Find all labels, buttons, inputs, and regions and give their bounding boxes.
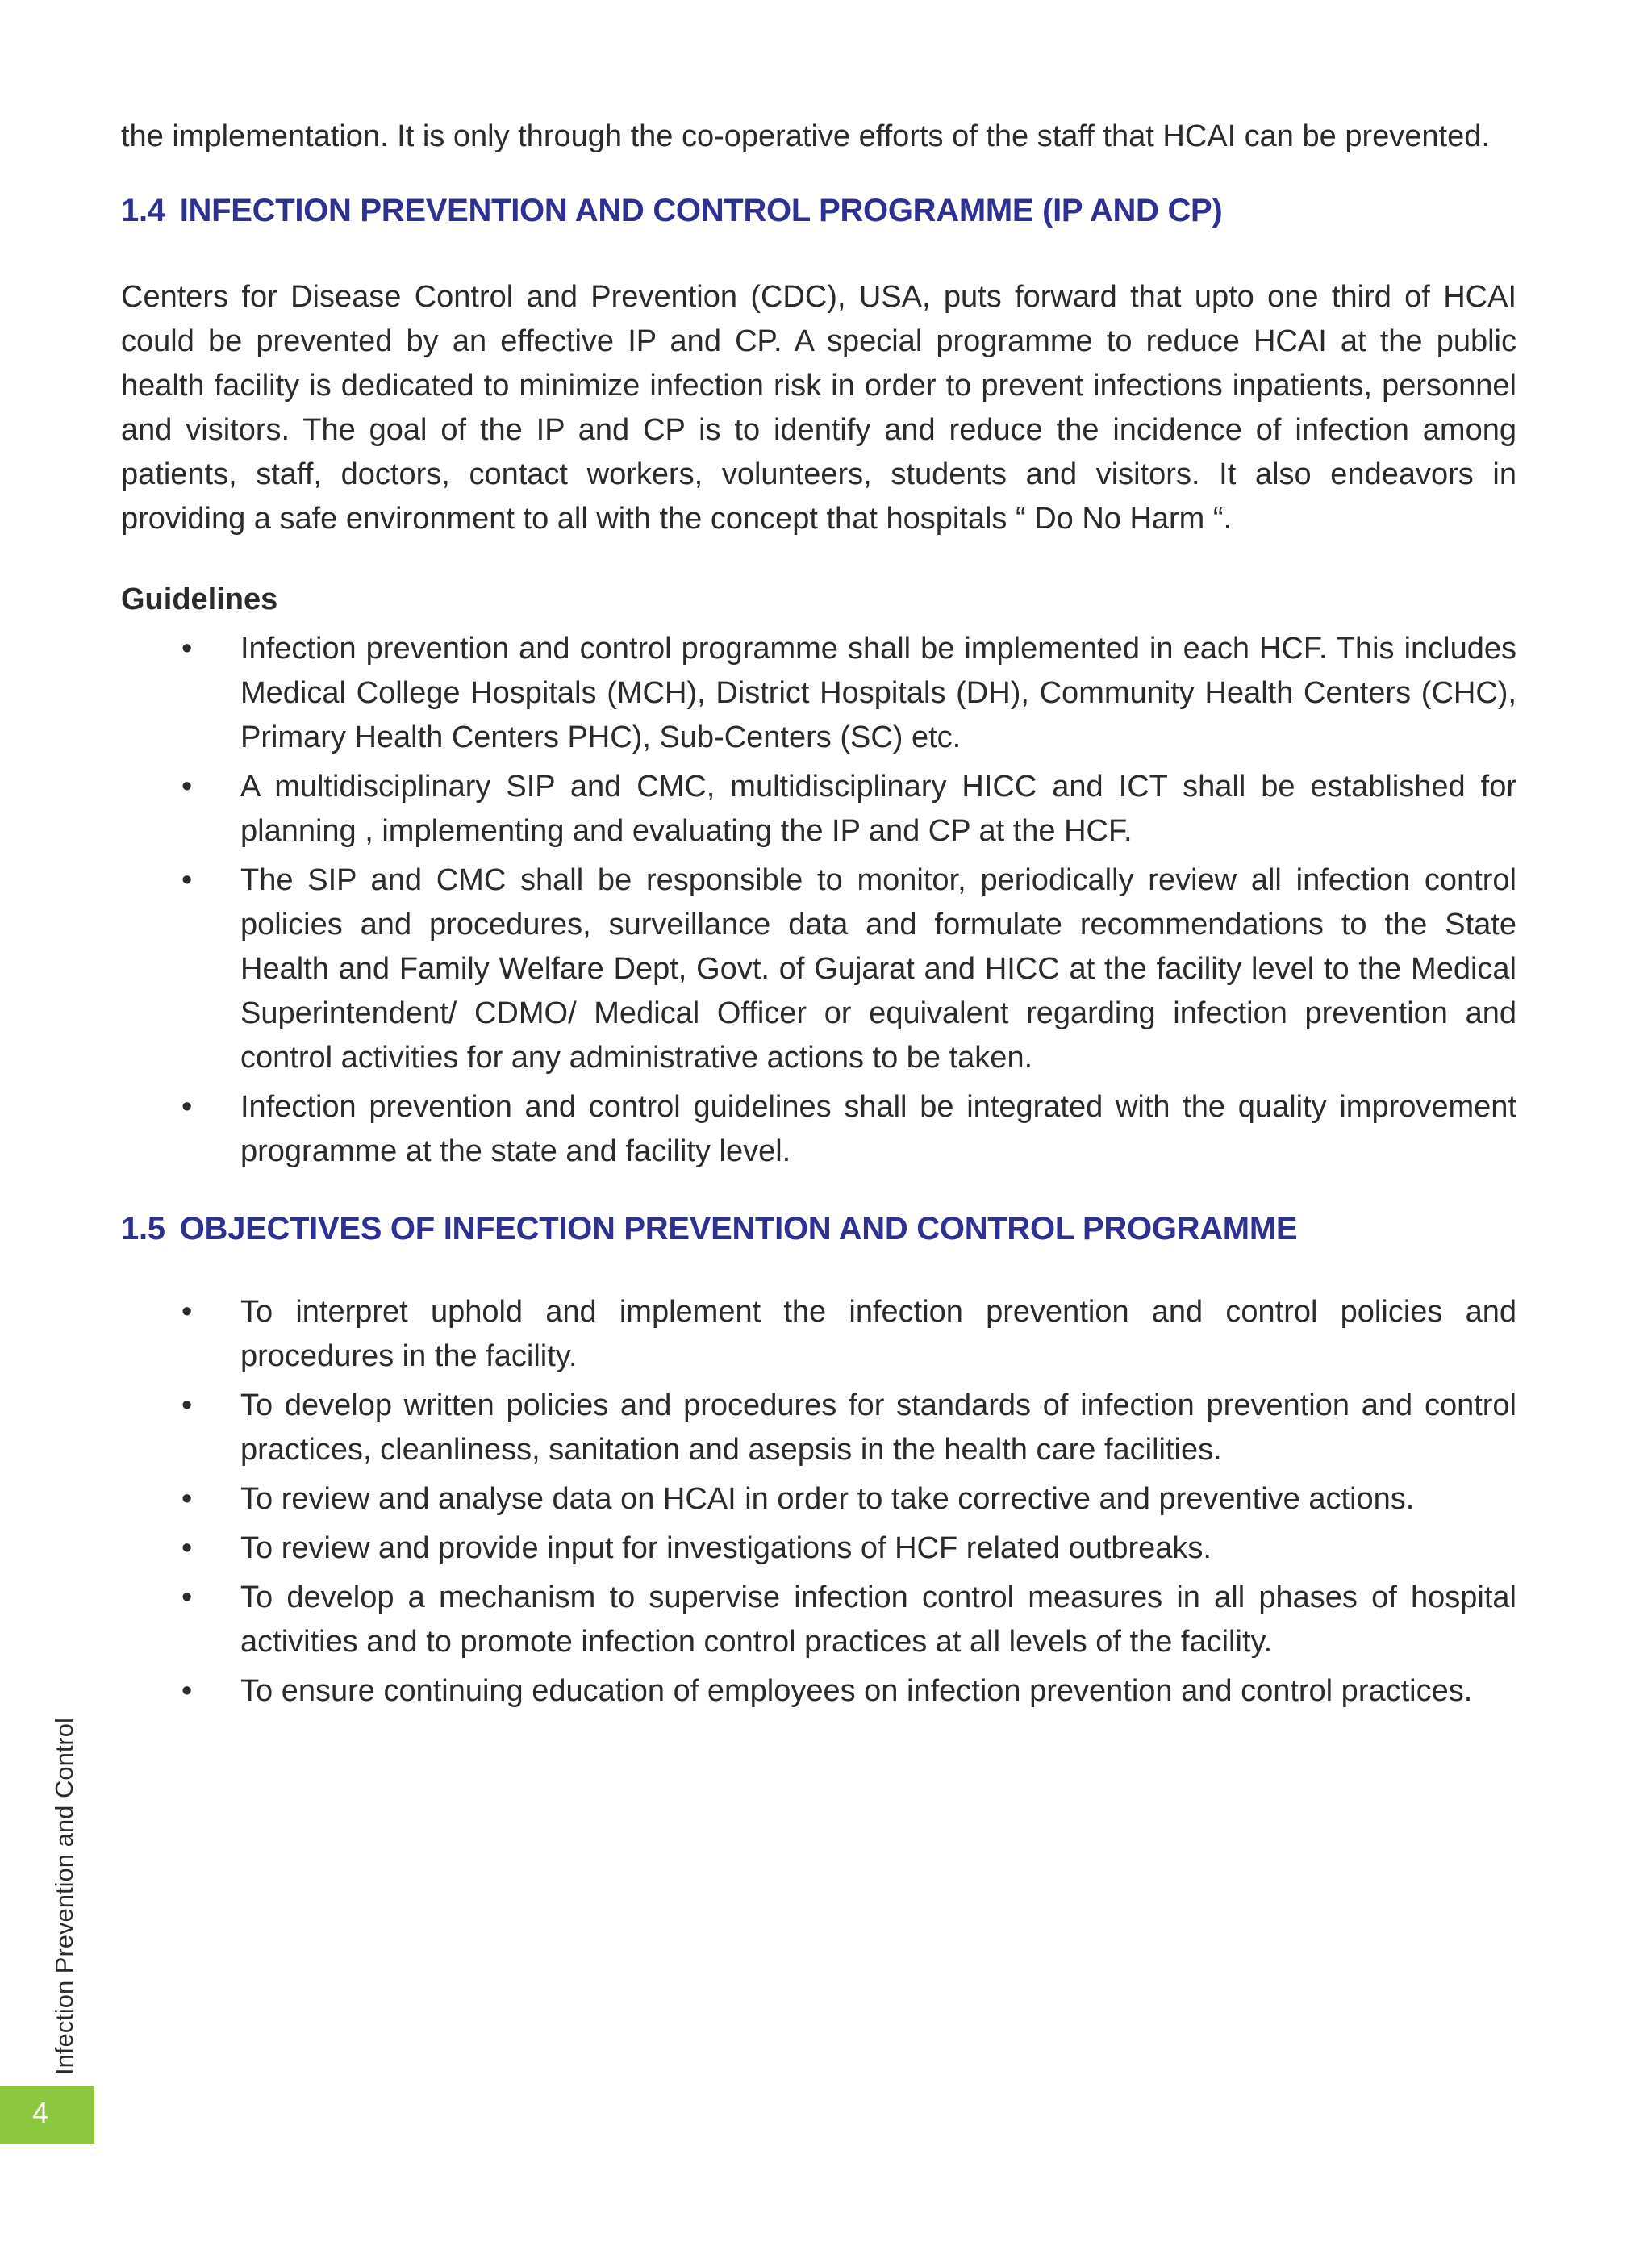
objectives-list xyxy=(121,1290,1516,1714)
section-1-4-paragraph: Centers for Disease Control and Prevention (CDC), USA, puts forward that upto one third of HCAI could be prevented by an effective IP and CP. A special programme to reduce HCAI at the public health facility is dedicated to minimize infection risk in order to prevent infections inpatients, personnel and visitors. The goal of the IP and CP is to identify and reduce the incidence of infection among patients, staff, doctors, contact workers, volunteers, students and visitors. It also endeavors in providing a safe environment to all with the concept that hospitals “ Do No Harm “. xyxy=(121,280,1516,536)
list-item xyxy=(121,1477,1516,1522)
list-item-text: Infection prevention and control programme shall be implemented in each HCF. This includes Medical College Hospitals (MCH), District Hospitals (DH), Community Health Centers (CHC), Primary Health Centers PHC), Sub-Centers (SC) etc. xyxy=(240,632,1516,754)
section-1-4-title: INFECTION PREVENTION AND CONTROL PROGRAMME (IP AND CP) xyxy=(179,193,1223,228)
section-1-4-heading xyxy=(121,188,1516,233)
list-item xyxy=(121,765,1516,854)
bullet-icon: • xyxy=(181,1090,193,1124)
bullet-icon: • xyxy=(181,1295,193,1329)
list-item-text: A multidisciplinary SIP and CMC, multidisciplinary HICC and ICT shall be established for planning , implementing and evaluating the IP and CP at the HCF. xyxy=(240,770,1516,848)
list-item-text: To develop a mechanism to supervise infection control measures in all phases of hospital activities and to promote infection control practices at all levels of the facility. xyxy=(240,1580,1516,1659)
section-1-5-number: 1.5 xyxy=(121,1211,165,1246)
list-item xyxy=(121,1384,1516,1472)
list-item-text: To develop written policies and procedures for standards of infection prevention and control practices, cleanliness, sanitation and asepsis in the health care facilities. xyxy=(240,1388,1516,1467)
page-number: 4 xyxy=(32,2096,49,2129)
guidelines-list xyxy=(121,627,1516,1174)
bullet-icon: • xyxy=(181,1388,193,1422)
intro-paragraph: the implementation. It is only through the co-operative efforts of the staff that HCAI can be prevented. xyxy=(121,119,1490,153)
bullet-icon: • xyxy=(181,1531,193,1565)
section-1-5-heading xyxy=(121,1206,1516,1251)
list-item-text: Infection prevention and control guidelines shall be integrated with the quality improvement programme at the state and facility level. xyxy=(240,1090,1516,1168)
bullet-icon: • xyxy=(181,1482,193,1516)
page-content xyxy=(121,115,1516,1718)
sidebar-document-title: Infection Prevention and Control xyxy=(50,1718,78,2075)
page-number-tab xyxy=(0,2086,94,2144)
list-item-text: To ensure continuing education of employees on infection prevention and control practices. xyxy=(240,1674,1473,1708)
list-item-text: To interpret uphold and implement the infection prevention and control policies and procedures in the facility. xyxy=(240,1295,1516,1373)
list-item-text: To review and analyse data on HCAI in order to take corrective and preventive actions. xyxy=(240,1482,1415,1516)
section-1-4-number: 1.4 xyxy=(121,193,165,228)
section-1-5-title: OBJECTIVES OF INFECTION PREVENTION AND CONTROL PROGRAMME xyxy=(179,1211,1298,1246)
list-item xyxy=(121,1290,1516,1379)
list-item xyxy=(121,627,1516,760)
bullet-icon: • xyxy=(181,863,193,897)
list-item xyxy=(121,858,1516,1080)
list-item-text: The SIP and CMC shall be responsible to monitor, periodically review all infection control policies and procedures, surveillance data and formulate recommendations to the State Health and Family Welfare Dept, Govt. of Gujarat and HICC at the facility level to the Medical Superintendent/ CDMO/ Medical Officer or equivalent regarding infection prevention and control activities for any administrative actions to be taken. xyxy=(240,863,1516,1075)
bullet-icon: • xyxy=(181,632,193,666)
bullet-icon: • xyxy=(181,1580,193,1614)
bullet-icon: • xyxy=(181,1674,193,1708)
guidelines-heading: Guidelines xyxy=(121,582,278,616)
list-item xyxy=(121,1576,1516,1664)
list-item xyxy=(121,1669,1516,1714)
list-item xyxy=(121,1526,1516,1571)
bullet-icon: • xyxy=(181,770,193,804)
list-item xyxy=(121,1085,1516,1174)
list-item-text: To review and provide input for investigations of HCF related outbreaks. xyxy=(240,1531,1212,1565)
